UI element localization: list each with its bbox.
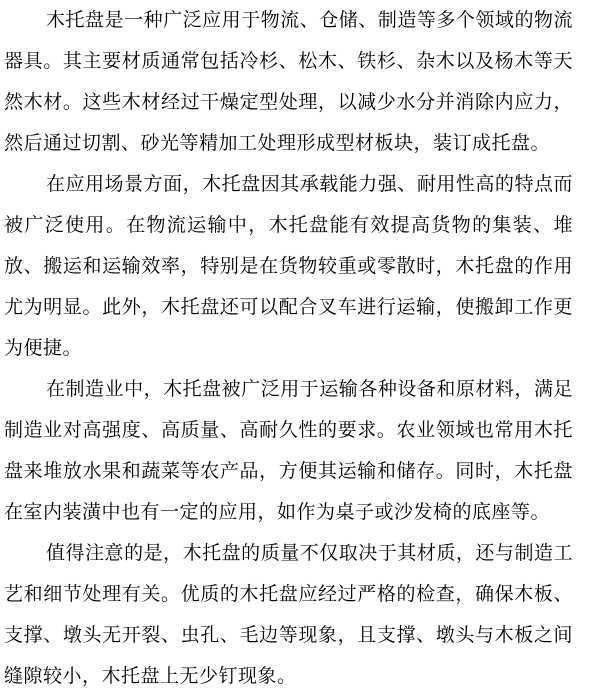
paragraph-intro-materials: 木托盘是一种广泛应用于物流、仓储、制造等多个领域的物流器具。其主要材质通常包括冷杉、松木、铁杉、杂木以及杨木等天然木材。这些木材经过干燥定型处理，以减少水分并消除内应力，然后通过切割、砂光等精加工处理形成型材板块，装订成托盘。 — [4, 10, 573, 154]
paragraph-application-scenarios: 在应用场景方面，木托盘因其承载能力强、耐用性高的特点而被广泛使用。在物流运输中，木托盘能有效提高货物的集装、堆放、搬运和运输效率，特别是在货物较重或零散时，木托盘的作用尤为明显。此外，木托盘还可以配合叉车进行运输，使搬卸工作更为便捷。 — [4, 174, 573, 359]
paragraph-quality-inspection: 值得注意的是，木托盘的质量不仅取决于其材质，还与制造工艺和细节处理有关。优质的木托盘应经过严格的检查，确保木板、支撑、墩头无开裂、虫孔、毛边等现象，且支撑、墩头与木板之间缝隙较小，木托盘上无少钉现象。 — [4, 543, 573, 687]
paragraph-manufacturing-agriculture: 在制造业中，木托盘被广泛用于运输各种设备和原材料，满足制造业对高强度、高质量、高耐久性的要求。农业领域也常用木托盘来堆放水果和蔬菜等农产品，方便其运输和储存。同时，木托盘在室内装潢中也有一定的应用，如作为桌子或沙发椅的底座等。 — [4, 379, 573, 523]
